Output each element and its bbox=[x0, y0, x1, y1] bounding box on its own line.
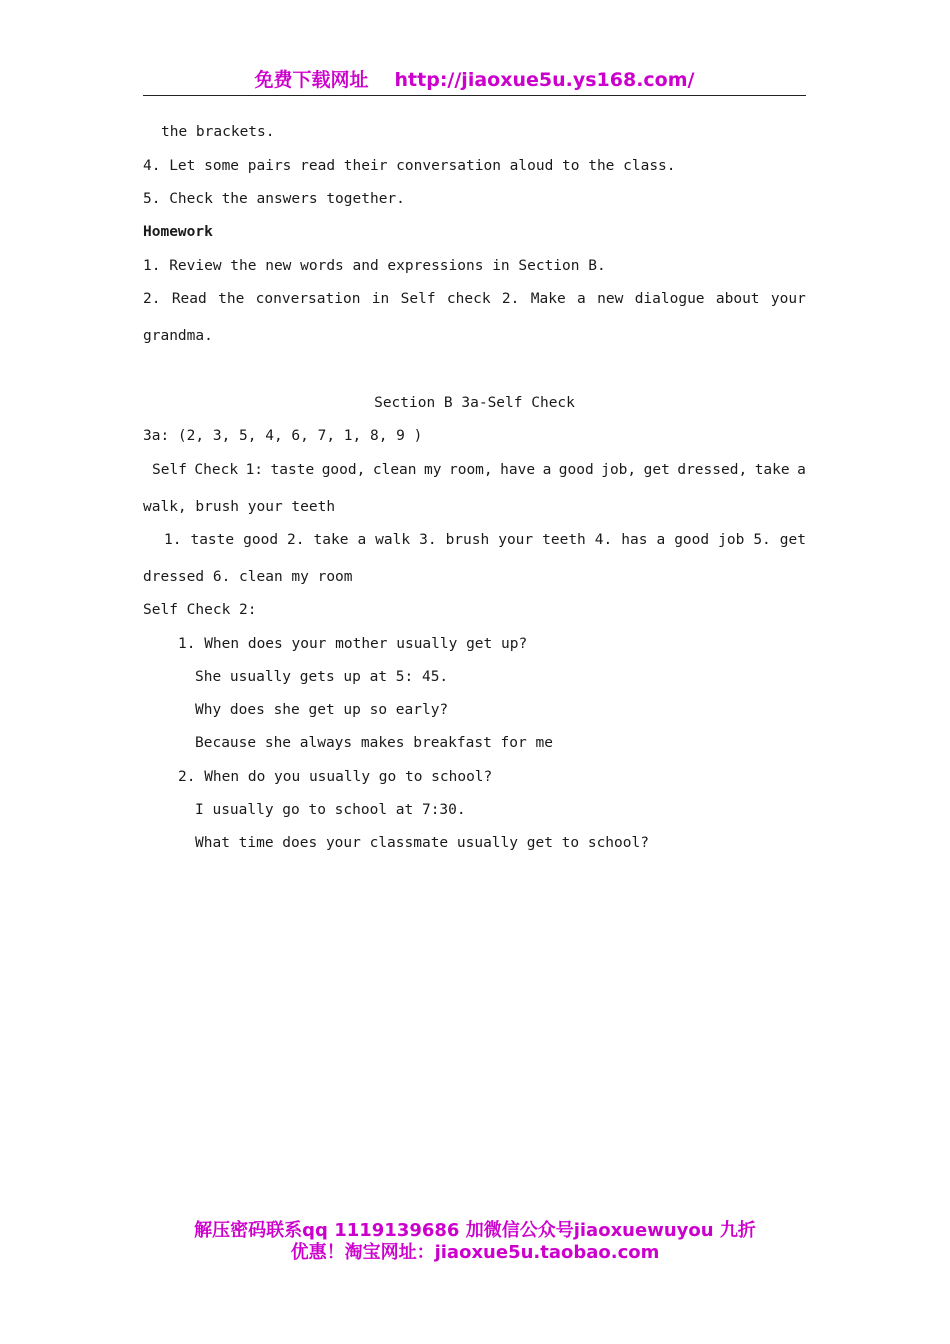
footer-line: 优惠！淘宝网址：jiaoxue5u.taobao.com bbox=[290, 1242, 660, 1263]
word: room, bbox=[448, 462, 493, 478]
text-line: 3a: (2, 3, 5, 4, 6, 7, 1, 8, 9 ) bbox=[143, 428, 423, 444]
text-line: walk, brush your teeth bbox=[143, 499, 336, 515]
text-line: 4. Let some pairs read their conversation aloud to the class. bbox=[143, 158, 676, 174]
word: a bbox=[656, 532, 666, 548]
header-label: 免费下载网址 bbox=[254, 69, 369, 91]
header-url-link[interactable]: http://jiaoxue5u.ys168.com/ bbox=[394, 69, 695, 91]
page-header bbox=[143, 66, 806, 96]
word: good bbox=[674, 532, 710, 548]
word: get bbox=[779, 532, 806, 548]
word: your bbox=[498, 532, 534, 548]
text-line: 1. When does your mother usually get up? bbox=[178, 636, 528, 652]
justified-line bbox=[152, 461, 806, 479]
word: clean bbox=[372, 462, 417, 478]
text-line: What time does your classmate usually get to school? bbox=[195, 835, 649, 851]
word: a bbox=[797, 462, 806, 478]
word: Self bbox=[152, 462, 187, 478]
word: taste bbox=[270, 462, 315, 478]
word: check bbox=[446, 291, 491, 307]
text-line: dressed 6. clean my room bbox=[143, 569, 353, 585]
text-line: Because she always makes breakfast for me bbox=[195, 735, 553, 751]
word: brush bbox=[445, 532, 490, 548]
word: walk bbox=[375, 532, 411, 548]
text-line: 1. Review the new words and expressions in Section B. bbox=[143, 258, 606, 274]
word: good, bbox=[321, 462, 366, 478]
word: get bbox=[643, 462, 670, 478]
footer-line: 解压密码联系qq 1119139686 加微信公众号jiaoxuewuyou 九折 bbox=[194, 1220, 756, 1241]
word: take bbox=[313, 532, 349, 548]
text-line: She usually gets up at 5: 45. bbox=[195, 669, 449, 685]
word: Self bbox=[400, 291, 436, 307]
word: new bbox=[597, 291, 624, 307]
word: 2. bbox=[287, 532, 305, 548]
word: Check bbox=[194, 462, 239, 478]
word: 2. bbox=[501, 291, 520, 307]
text-line: 5. Check the answers together. bbox=[143, 191, 405, 207]
text-line: I usually go to school at 7:30. bbox=[195, 802, 466, 818]
word: Read bbox=[171, 291, 207, 307]
justified-line bbox=[143, 290, 806, 308]
word: 2. bbox=[143, 291, 161, 307]
word: a bbox=[577, 291, 586, 307]
word: conversation bbox=[255, 291, 361, 307]
word: 1: bbox=[245, 462, 264, 478]
word: dressed, bbox=[677, 462, 748, 478]
justified-line bbox=[164, 531, 806, 549]
word: a bbox=[542, 462, 552, 478]
word: in bbox=[371, 291, 390, 307]
word: have bbox=[500, 462, 536, 478]
word: teeth bbox=[542, 532, 586, 548]
word: 1. bbox=[164, 532, 182, 548]
word: take bbox=[754, 462, 790, 478]
word: 3. bbox=[419, 532, 437, 548]
word: your bbox=[770, 291, 806, 307]
word: the bbox=[218, 291, 245, 307]
word: 5. bbox=[753, 532, 771, 548]
word: my bbox=[424, 462, 442, 478]
word: Make bbox=[530, 291, 566, 307]
word: a bbox=[357, 532, 367, 548]
homework-heading: Homework bbox=[143, 224, 213, 240]
text-line: the brackets. bbox=[161, 124, 275, 140]
text-line: 2. When do you usually go to school? bbox=[178, 769, 493, 785]
text-line: Why does she get up so early? bbox=[195, 702, 449, 718]
word: has bbox=[621, 532, 648, 548]
word: 4. bbox=[594, 532, 613, 548]
word: job, bbox=[601, 462, 637, 478]
section-title: Section B 3a-Self Check bbox=[374, 395, 575, 411]
word: about bbox=[715, 291, 760, 307]
text-line: Self Check 2: bbox=[143, 602, 257, 618]
word: taste bbox=[190, 532, 235, 548]
word: good bbox=[558, 462, 594, 478]
text-line: grandma. bbox=[143, 328, 213, 344]
word: dialogue bbox=[634, 291, 705, 307]
word: job bbox=[718, 532, 745, 548]
word: good bbox=[243, 532, 279, 548]
